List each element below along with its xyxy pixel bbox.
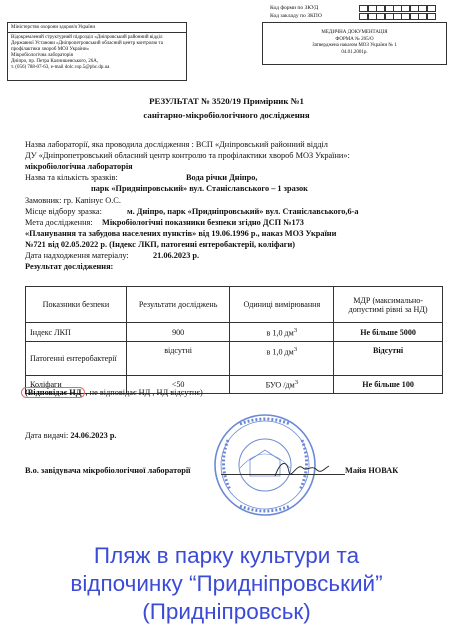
issue-date [25,431,117,440]
zkud-label: Код форми по ЗКУД [270,5,319,11]
org-line-4: профілактики хвороб МОЗ України» [11,47,90,52]
header-indicator: Показники безпеки [26,287,127,323]
row-indicator: Індекс ЛКП [26,323,127,342]
issue-date-label: Дата видачі: [25,431,69,440]
signature-role: В.о. завідувача мікробіологічної лабораторії [25,466,191,475]
table-header-row [26,287,443,323]
caption-line-2: відпочинку “Придніпровський” [70,571,383,596]
signature-line [25,466,445,475]
zkpo-code-row [270,12,450,20]
results-table [25,286,443,394]
zkud-code-row [270,4,450,12]
lab-name-line-1: Назва лабораторії, яка проводила дослідження : ВСП «Дніпровський районний відділ [25,140,328,149]
row-limit: Відсутні [334,342,443,376]
med-line-3: Затверджена наказом МОЗ України № 1 [312,43,397,48]
signature-name: Майя НОВАК [345,466,399,475]
unit-superscript: 3 [293,326,298,334]
table-row [26,323,443,342]
unit-text: в 1,0 дм [266,328,294,338]
purpose-value: Мікробіологічні показники безпеки згідно ДСП №173 [102,218,304,227]
zkud-boxes [360,5,436,12]
ministry-line: Міністерство охорони здоров'я України [8,25,186,33]
row-unit [230,342,334,376]
med-line-2: ФОРМА № 205/О [335,36,374,42]
org-line-5: Мікробіологічна лабораторія [11,53,73,58]
place-value: м. Дніпро, парк «Придніпровський» вул. Станіславського,6-а [127,207,359,216]
result-title: РЕЗУЛЬТАТ № 3520/19 Примірник №1 [149,96,304,106]
purpose-line-2: «Планування та забудова населених пунктів» від 19.06.1996 р., наказ МОЗ України [25,229,337,238]
place-label: Місце відбору зразка: [25,207,102,216]
row-limit: Не більше 100 [334,376,443,394]
row-unit [230,323,334,342]
purpose-label: Мета дослідження: [25,218,93,227]
org-line-7: т. (056) 788-07-63, e-mail dolc.vsp.5@phc.dp.ua [11,65,110,70]
results-label: Результат дослідження: [25,262,114,271]
samples-value-2: парк «Придніпровський» вул. Станіславського – 1 зразок [91,184,308,193]
header-limit: МДР (максимально-допустимі рівні за НД) [334,287,443,323]
row-unit [230,376,334,394]
caption-line-3: (Придніпровськ) [142,599,311,624]
row-result: <50 [126,376,230,394]
issue-date-value: 24.06.2023 р. [70,431,117,440]
org-line-2: Відокремлений структурний підрозділ «Дніпровський районний відділ [11,35,163,40]
row-result: 900 [126,323,230,342]
unit-superscript: 3 [293,346,298,353]
zkpo-boxes [360,13,436,20]
result-subtitle: санітарно-мікробіологічного дослідження [143,110,310,120]
table-row [26,342,443,376]
purpose-line-3: №721 від 02.05.2022 р. (Індекс ЛКП, патогенні ентеробактерії, коліфаги) [25,240,296,249]
received-value: 21.06.2023 р. [153,251,200,260]
conclusion-selected: (Відповідає НД [21,387,85,398]
row-result: відсутні [126,342,230,376]
conclusion-rest: , не відповідає НД , НД відсутнє) [85,388,203,397]
row-indicator: Патогенні ентеробактерії [26,342,127,376]
header-result: Результати досліджень [126,287,230,323]
samples-value-1: Вода річки Дніпро, [186,173,258,182]
row-limit: Не більше 5000 [334,323,443,342]
unit-text: в 1,0 дм [266,347,294,357]
header-unit: Одиниці вимірювання [230,287,334,323]
customer-line: Замовник: гр. Капінус О.С. [25,196,121,205]
zkpo-label: Код закладу по ЗКПО [270,13,322,19]
lab-name-line-2: ДУ «Дніпропетровський обласний центр контролю та профілактики хвороб МОЗ України»: [25,151,350,160]
lab-name-line-3: мікробіологічна лабораторія [25,162,133,171]
form-codes [270,4,450,20]
unit-superscript: 3 [294,379,299,387]
samples-label: Назва та кількість зразків: [25,173,118,182]
med-line-4: 04.01.2001р. [341,49,368,55]
org-line-6: Дніпро, пр. Петра Калнишевського, 26А, [11,59,99,64]
med-line-1: МЕДИЧНА ДОКУМЕНТАЦІЯ [321,30,388,35]
row-indicator: Коліфаги [26,376,127,394]
caption-line-1: Пляж в парку культури та [93,543,360,568]
received-label: Дата надходження матеріалу: [25,251,129,260]
org-line-3: Державної Установи «Дніпропетровський обласний центр контролю та [11,41,163,46]
conclusion-line [25,387,203,398]
medical-documentation-box [262,22,447,65]
organization-box [7,22,187,81]
handwritten-signature [271,458,331,482]
unit-text: БУО /дм [265,380,295,390]
